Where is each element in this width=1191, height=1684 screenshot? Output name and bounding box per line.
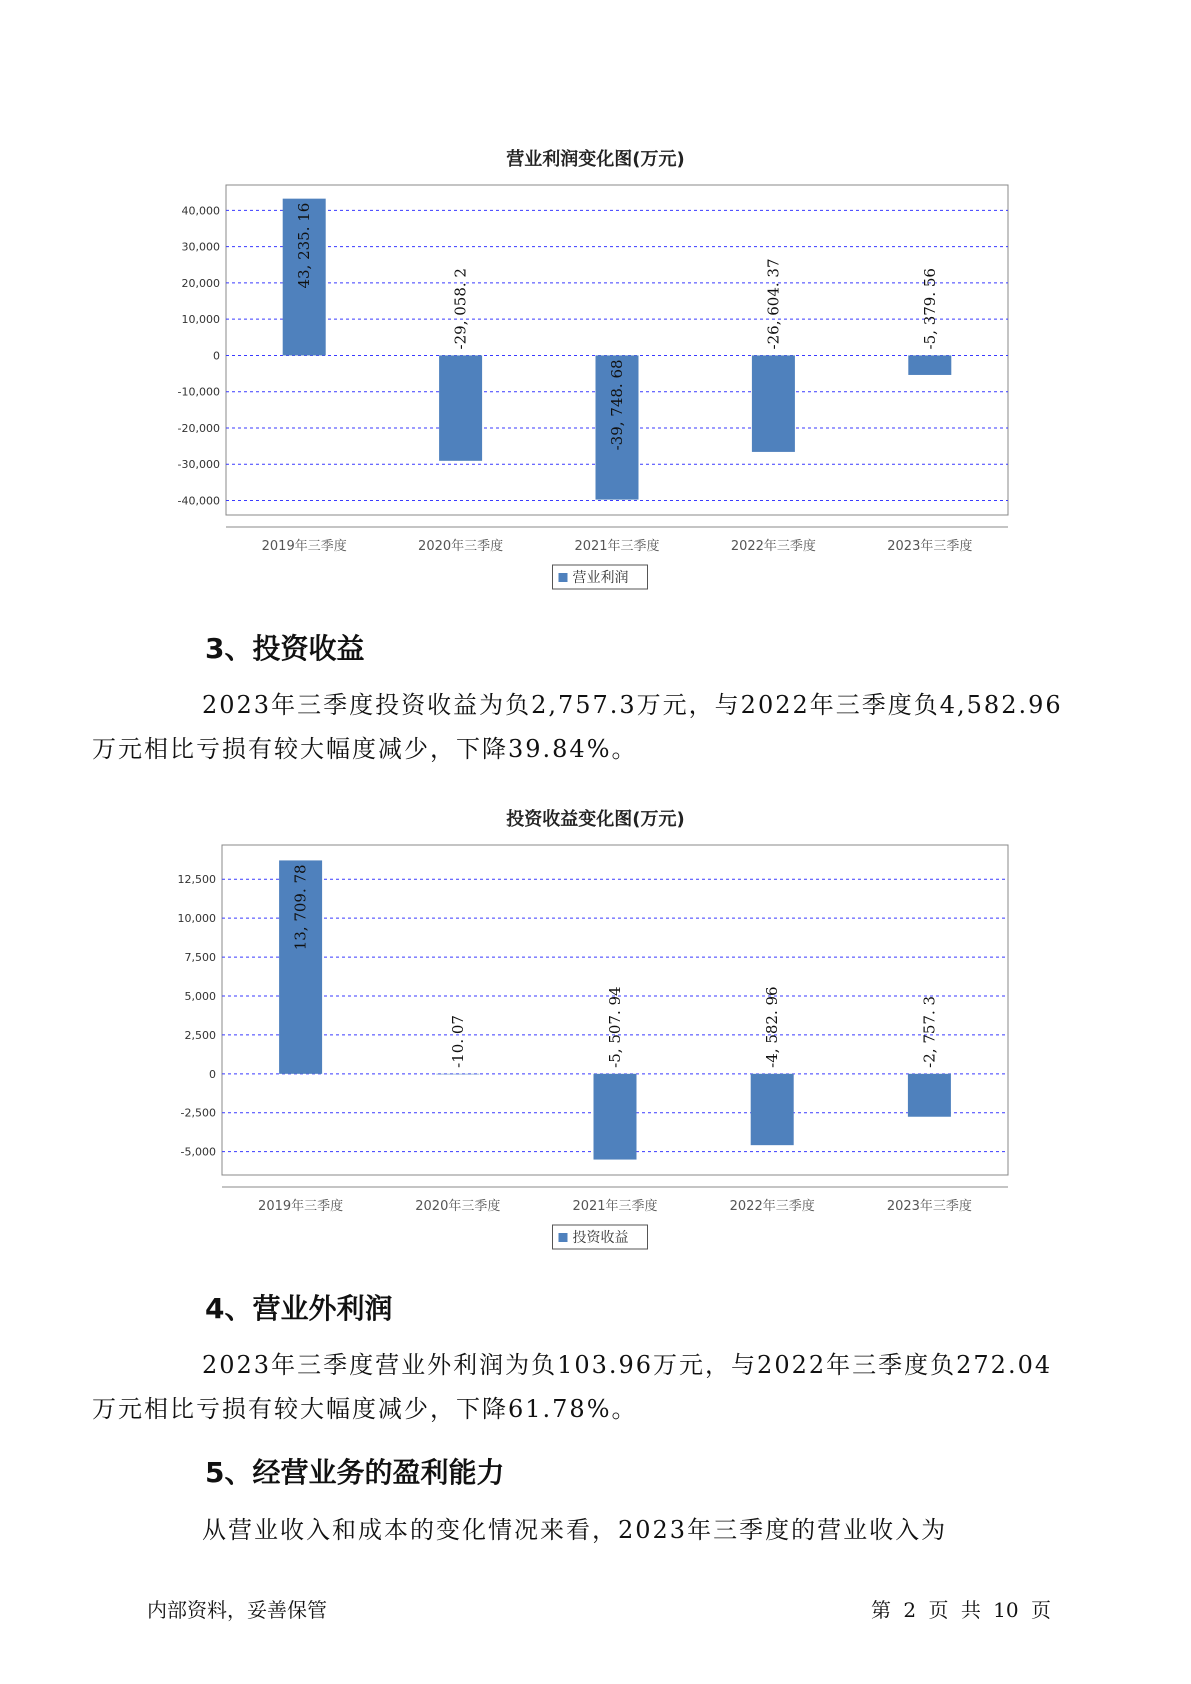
y-tick-label: 5,000	[184, 989, 216, 1003]
bar-value-label: -5, 379. 56	[920, 268, 939, 350]
y-tick-label: -20,000	[177, 421, 220, 435]
y-tick-label: 0	[213, 349, 220, 363]
section-4-heading: 4、营业外利润	[205, 1292, 393, 1325]
operating-profit-chart	[0, 180, 1191, 620]
bar-value-label: -10. 07	[448, 1015, 467, 1068]
bar-value-label: -39, 748. 68	[608, 359, 626, 451]
y-tick-label: 10,000	[181, 313, 220, 327]
bar-value-label: -29, 058. 2	[451, 268, 470, 350]
bar-value-label: -4, 582. 96	[763, 986, 782, 1068]
x-tick-label: 2023年三季度	[887, 539, 973, 554]
section-4-line-1: 2023年三季度营业外利润为负103.96万元，与2022年三季度负272.04	[202, 1351, 1053, 1379]
bar	[436, 1074, 479, 1075]
y-tick-label: 40,000	[181, 204, 220, 218]
y-tick-label: 20,000	[181, 276, 220, 290]
section-3-line-2: 万元相比亏损有较大幅度减少，下降39.84%。	[92, 735, 638, 763]
chart2-title: 投资收益变化图(万元)	[506, 809, 685, 830]
investment-income-chart	[0, 840, 1191, 1270]
bar	[908, 355, 951, 375]
legend-label: 营业利润	[572, 570, 629, 586]
section-5-line-1: 从营业收入和成本的变化情况来看，2023年三季度的营业收入为	[202, 1516, 948, 1544]
y-tick-label: -2,500	[180, 1106, 216, 1120]
legend-label: 投资收益	[572, 1230, 629, 1246]
section-5-heading: 5、经营业务的盈利能力	[205, 1456, 505, 1489]
bar-value-label: 13, 709. 78	[291, 864, 310, 951]
x-tick-label: 2020年三季度	[415, 1199, 501, 1214]
y-tick-label: -40,000	[177, 494, 220, 508]
x-tick-label: 2023年三季度	[886, 1199, 972, 1214]
section-3-paragraph	[92, 683, 1067, 771]
x-tick-label: 2021年三季度	[574, 539, 660, 554]
section-3-line-1: 2023年三季度投资收益为负2,757.3万元，与2022年三季度负4,582.96	[202, 691, 1063, 719]
chart1-title: 营业利润变化图(万元)	[506, 149, 685, 170]
footer-page-number: 第 2 页 共 10 页	[871, 1598, 1051, 1622]
y-tick-label: -10,000	[177, 385, 220, 399]
x-tick-label: 2019年三季度	[258, 1199, 344, 1214]
footer-confidential-note: 内部资料，妥善保管	[147, 1598, 327, 1622]
bar-value-label: -26, 604. 37	[764, 258, 783, 350]
y-tick-label: -30,000	[177, 458, 220, 472]
y-tick-label: 2,500	[184, 1028, 216, 1042]
x-tick-label: 2022年三季度	[729, 1199, 815, 1214]
x-tick-label: 2021年三季度	[572, 1199, 658, 1214]
y-tick-label: 10,000	[177, 912, 216, 926]
y-tick-label: 0	[209, 1067, 216, 1081]
bar	[594, 1074, 637, 1160]
bar	[751, 1074, 794, 1145]
bar	[908, 1074, 951, 1117]
y-tick-label: 30,000	[181, 240, 220, 254]
x-tick-label: 2022年三季度	[730, 539, 816, 554]
y-tick-label: 7,500	[184, 951, 216, 965]
bar-value-label: -2, 757. 3	[920, 995, 939, 1068]
x-tick-label: 2019年三季度	[261, 539, 347, 554]
y-tick-label: 12,500	[177, 873, 216, 887]
y-tick-label: -5,000	[180, 1145, 216, 1159]
section-5-paragraph	[147, 1508, 1067, 1552]
section-3-heading: 3、投资收益	[205, 632, 365, 665]
bar	[439, 355, 482, 460]
bar-value-label: -5, 507. 94	[606, 986, 624, 1068]
legend-swatch	[559, 573, 568, 582]
x-tick-label: 2020年三季度	[418, 539, 504, 554]
section-4-line-2: 万元相比亏损有较大幅度减少，下降61.78%。	[92, 1395, 638, 1423]
bar	[752, 355, 795, 451]
legend-swatch	[559, 1233, 568, 1242]
section-4-paragraph	[92, 1343, 1067, 1431]
bar-value-label: 43, 235. 16	[295, 202, 314, 289]
